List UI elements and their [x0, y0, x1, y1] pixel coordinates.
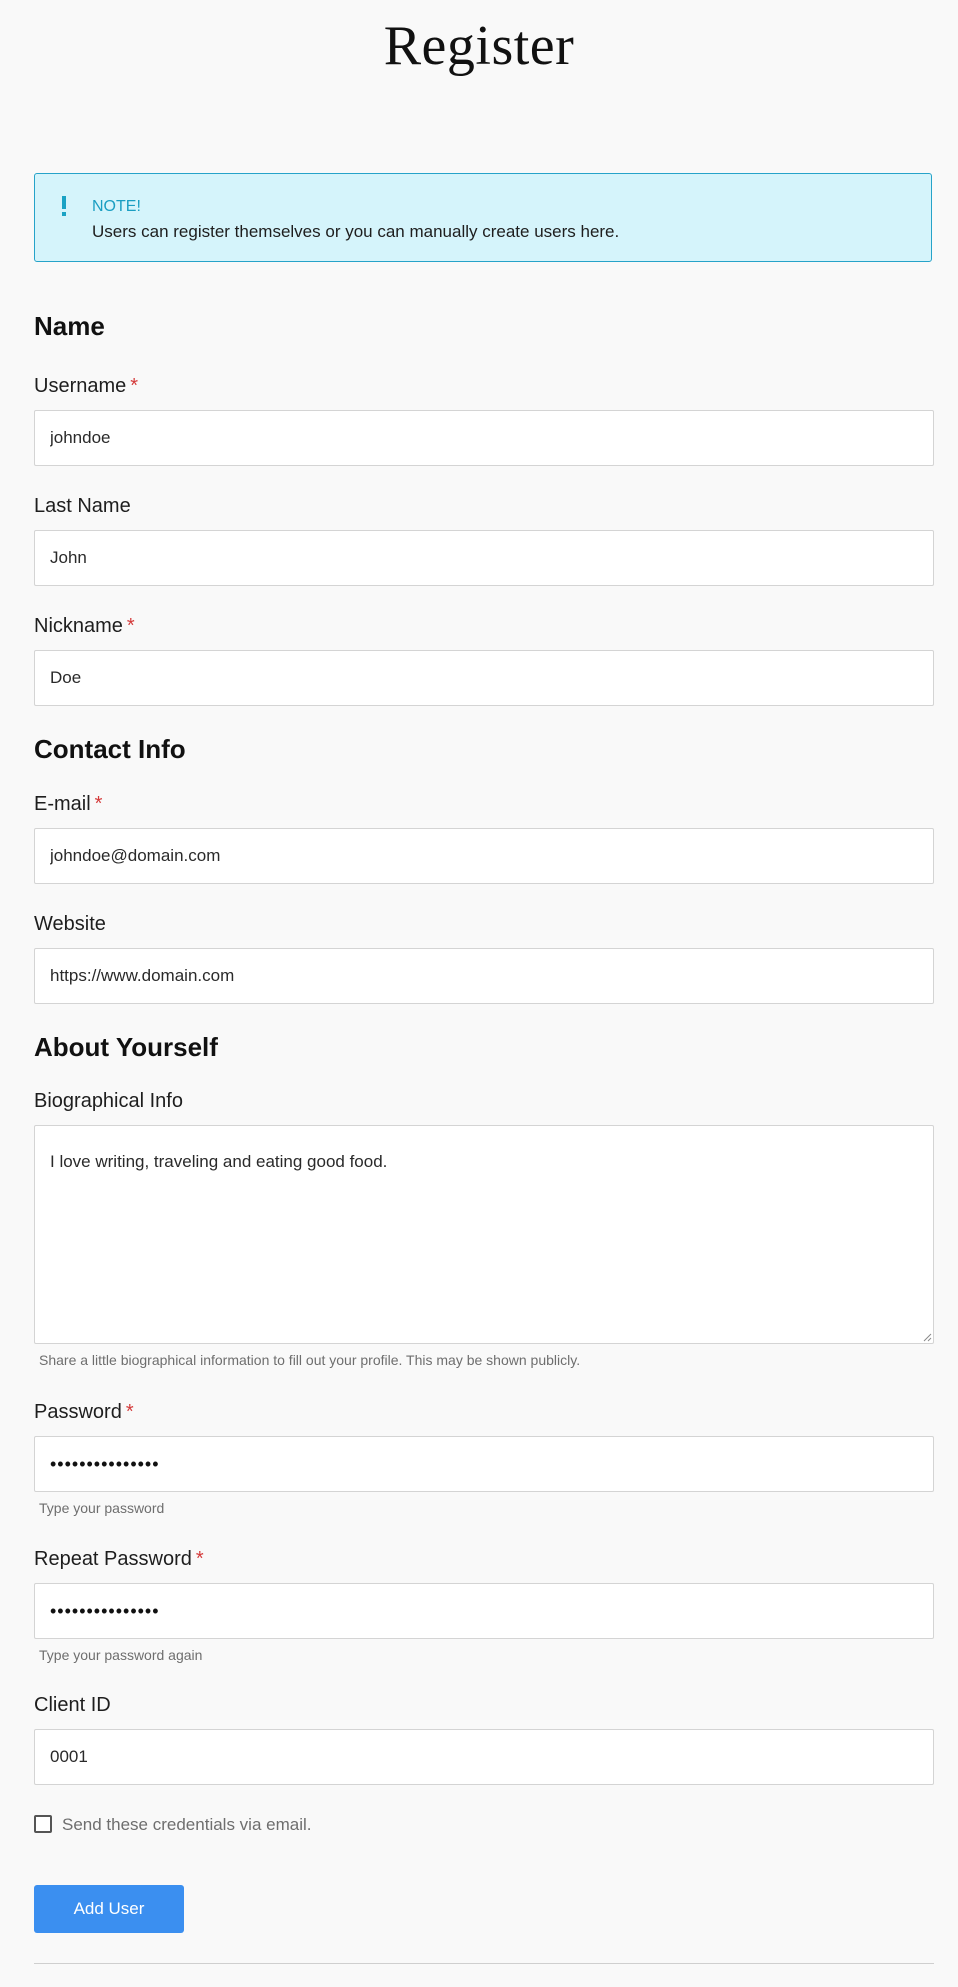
send-credentials-label[interactable]: Send these credentials via email. — [62, 1815, 312, 1834]
repeat-password-input[interactable] — [34, 1583, 934, 1639]
client-id-label: Client ID — [34, 1694, 111, 1716]
email-input[interactable] — [34, 828, 934, 884]
repeat-password-hint: Type your password again — [39, 1647, 203, 1663]
bio-hint: Share a little biographical information to fill out your profile. This may be shown publicly. — [39, 1352, 581, 1368]
nickname-input[interactable] — [34, 650, 934, 706]
client-id-input[interactable] — [34, 1729, 934, 1785]
required-marker: * — [126, 615, 135, 637]
password-label — [34, 1401, 134, 1424]
page-title: Register — [383, 15, 575, 77]
bio-textarea[interactable] — [34, 1125, 934, 1344]
password-hint: Type your password — [39, 1500, 165, 1516]
repeat-password-label — [34, 1548, 204, 1571]
add-user-button[interactable]: Add User — [34, 1885, 184, 1933]
section-heading-name: Name — [34, 311, 105, 341]
divider — [34, 1963, 934, 1964]
note-alert — [34, 173, 932, 262]
password-label-text: Password — [34, 1401, 122, 1423]
exclamation-icon — [61, 196, 67, 216]
note-text: Users can register themselves or you can manually create users here. — [92, 222, 620, 241]
username-label — [34, 375, 138, 398]
username-input[interactable] — [34, 410, 934, 466]
required-marker: * — [195, 1548, 204, 1570]
email-label — [34, 793, 102, 816]
email-label-text: E-mail — [34, 793, 91, 815]
website-input[interactable] — [34, 948, 934, 1004]
username-label-text: Username — [34, 375, 127, 397]
resize-grip-icon[interactable] — [922, 1332, 932, 1342]
required-marker: * — [130, 375, 139, 397]
required-marker: * — [125, 1401, 134, 1423]
section-heading-contact: Contact Info — [34, 734, 186, 764]
website-label: Website — [34, 913, 106, 935]
send-credentials-checkbox[interactable] — [34, 1815, 52, 1833]
note-title: NOTE! — [92, 198, 141, 215]
last-name-input[interactable] — [34, 530, 934, 586]
repeat-password-label-text: Repeat Password — [34, 1548, 192, 1570]
bio-label: Biographical Info — [34, 1090, 183, 1112]
password-mask: ••••••••••••••• — [50, 1454, 160, 1474]
nickname-label-text: Nickname — [34, 615, 123, 637]
required-marker: * — [94, 793, 103, 815]
last-name-label: Last Name — [34, 495, 131, 517]
nickname-label — [34, 615, 135, 638]
password-input[interactable] — [34, 1436, 934, 1492]
repeat-password-mask: ••••••••••••••• — [50, 1601, 160, 1621]
section-heading-about: About Yourself — [34, 1032, 218, 1062]
